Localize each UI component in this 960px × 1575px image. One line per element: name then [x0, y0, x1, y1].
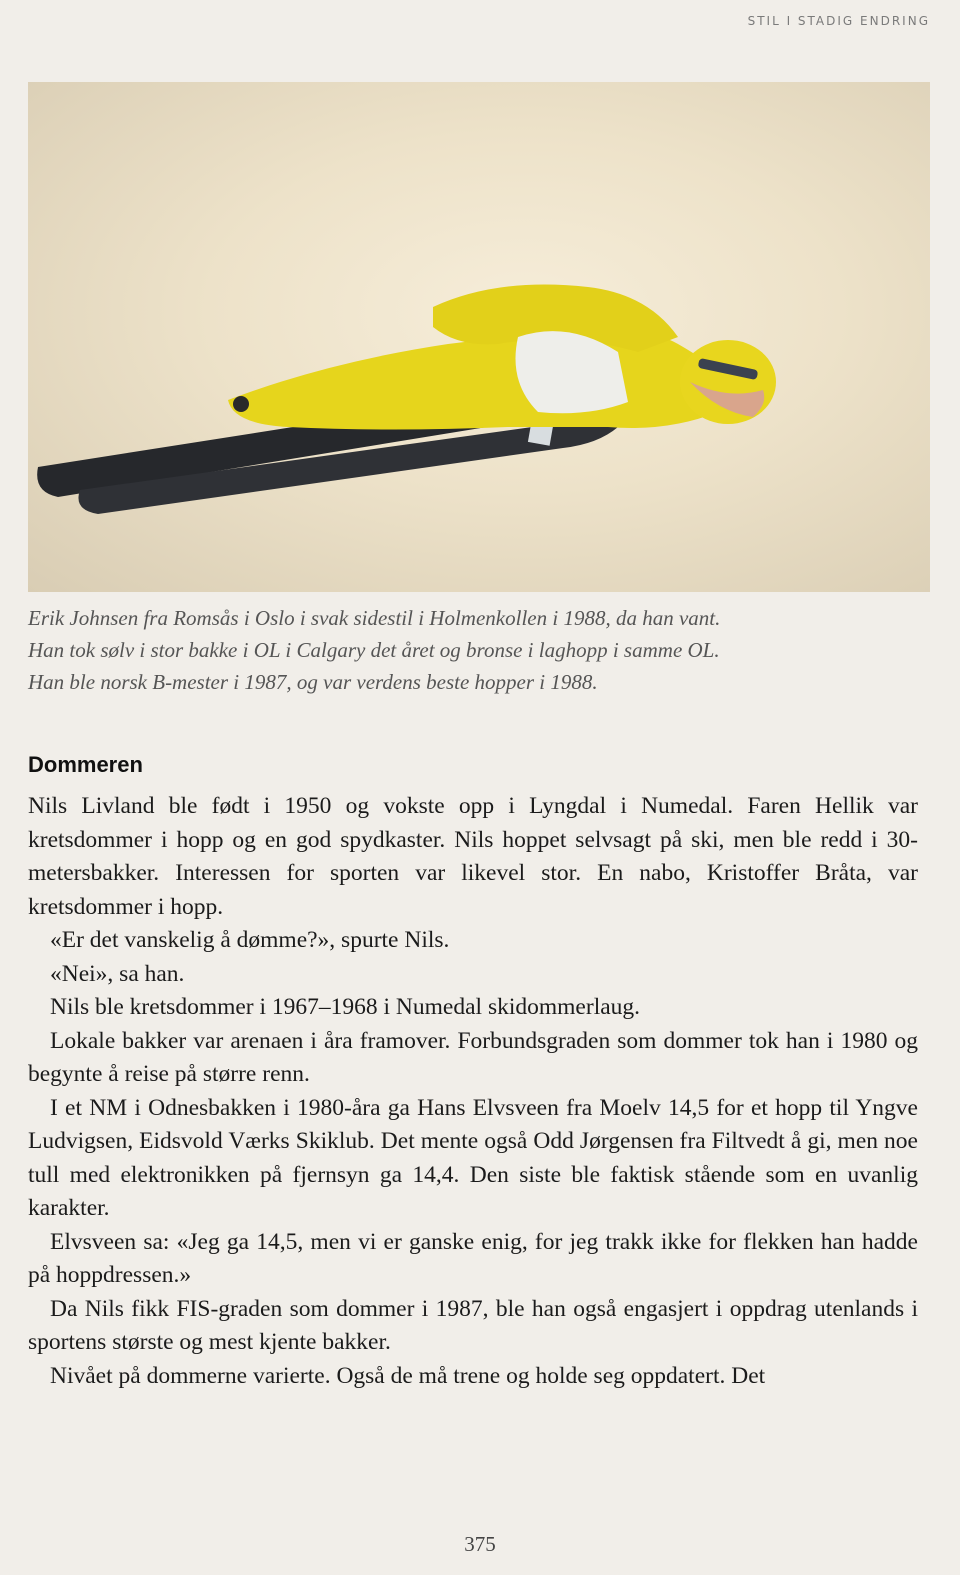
paragraph: Lokale bakker var arenaen i åra framover. Forbundsgraden som dommer tok han i 1980 og begynte å reise på større renn.	[28, 1027, 918, 1087]
page-number: 375	[464, 1532, 496, 1556]
paragraph: Elvsveen sa: «Jeg ga 14,5, men vi er ganske enig, for jeg trakk ikke for flekken han hadde på hoppdressen.»	[28, 1228, 918, 1288]
ski-jumper-photo	[28, 82, 930, 592]
paragraph: Nils Livland ble født i 1950 og vokste opp i Lyngdal i Numedal. Faren Hellik var kretsdommer i hopp og en god spydkaster. Nils hoppet selvsagt på ski, men ble redd i 30-metersbakker. Interessen for sporten var likevel stor. En nabo, Kristoffer Bråta, var kretsdommer i hopp.	[28, 793, 918, 920]
paragraph: «Nei», sa han.	[50, 960, 185, 987]
paragraph: I et NM i Odnesbakken i 1980-åra ga Hans Elvsveen fra Moelv 14,5 for et hopp til Yngve Ludvigsen, Eidsvold Værks Skiklub. Det mente også Odd Jørgensen fra Filtvedt å gi, men noe tull med elektronikken på fjernsyn ga 14,4. Den siste ble faktisk stående som en uvanlig karakter.	[28, 1094, 918, 1221]
photo-caption	[28, 602, 908, 698]
paragraph: Nils ble kretsdommer i 1967–1968 i Numedal skidommerlaug.	[50, 994, 641, 1020]
paragraph: «Er det vanskelig å dømme?», spurte Nils.	[50, 927, 450, 953]
caption-line: Erik Johnsen fra Romsås i Oslo i svak sidestil i Holmenkollen i 1988, da han vant.	[28, 606, 721, 630]
caption-line: Han ble norsk B-mester i 1987, og var verdens beste hopper i 1988.	[28, 670, 598, 694]
paragraph: Nivået på dommerne varierte. Også de må trene og holde seg oppdatert. Det	[50, 1362, 766, 1389]
section-heading: Dommeren	[28, 752, 143, 777]
jumper-figure	[228, 285, 776, 430]
caption-line: Han tok sølv i stor bakke i OL i Calgary det året og bronse i laghopp i samme OL.	[28, 638, 720, 662]
body-text	[28, 790, 918, 1393]
running-head: STIL I STADIG ENDRING	[747, 14, 930, 28]
paragraph: Da Nils fikk FIS-graden som dommer i 1987, ble han også engasjert i oppdrag utenlands i sportens største og mest kjente bakker.	[28, 1295, 918, 1355]
